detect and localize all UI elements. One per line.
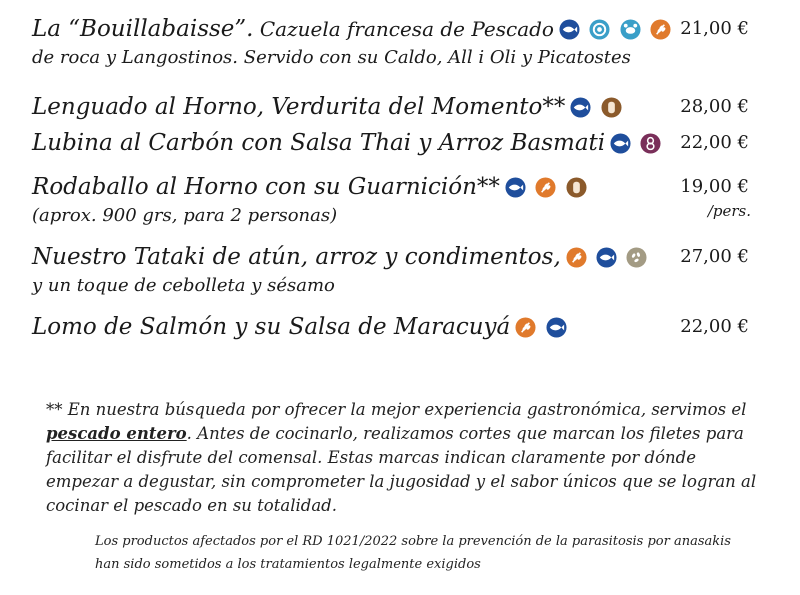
gluten-icon xyxy=(515,317,536,338)
dish-name: Lubina al Carbón con Salsa Thai y Arroz Basmati xyxy=(32,130,606,156)
menu-item-salmon xyxy=(32,312,777,343)
dish-description: Cazuela francesa de Pescado xyxy=(253,17,554,41)
dish-description-line2: de roca y Langostinos. Servido con su Caldo, All i Oli y Picatostes xyxy=(32,47,631,68)
allergen-icons xyxy=(569,93,622,123)
crustacean-icon xyxy=(620,19,641,40)
fish-icon xyxy=(559,19,580,40)
dish-name: La “Bouillabaisse”. xyxy=(32,16,254,42)
footnote-prefix: ** En nuestra búsqueda por ofrecer la mejor experiencia gastronómica, servimos el xyxy=(46,400,747,419)
menu-item-lubina xyxy=(32,128,777,159)
dish-price: 19,00 € xyxy=(680,176,749,197)
dish-name: Lomo de Salmón y su Salsa de Maracuyá xyxy=(32,314,511,340)
menu-item-bouillabaisse xyxy=(32,14,777,71)
dish-price: 28,00 € xyxy=(680,96,749,117)
footnote-suffix: . Antes de cocinarlo, realizamos cortes que marcan los filetes para facilitar el disfrute del comensal. Estas marcas indican claramente por dónde empezar a degustar, sin comprometer la jugosidad y el sabor únicos que se logran al cocinar el pescado en su totalidad. xyxy=(46,424,757,515)
allergen-icons xyxy=(609,129,662,159)
legal-line-2: han sido sometidos a los tratamientos legalmente exigidos xyxy=(95,557,481,572)
dish-description-line2: y un toque de cebolleta y sésamo xyxy=(32,275,335,296)
dish-price: 21,00 € xyxy=(680,18,749,39)
celery-icon xyxy=(566,177,587,198)
menu-item-lenguado xyxy=(32,92,777,123)
allergen-icons xyxy=(558,15,672,45)
fish-icon xyxy=(546,317,567,338)
dish-price: 22,00 € xyxy=(680,316,749,337)
gluten-icon xyxy=(566,247,587,268)
fish-footnote xyxy=(46,398,768,518)
allergen-icons xyxy=(565,243,649,273)
dish-name: Rodaballo al Horno con su Guarnición** xyxy=(32,174,500,200)
footnote-underlined: pescado entero xyxy=(46,424,187,443)
celery-icon xyxy=(601,97,622,118)
legal-notice xyxy=(95,530,735,576)
gluten-icon xyxy=(650,19,671,40)
dish-price: 27,00 € xyxy=(680,246,749,267)
dish-name: Lenguado al Horno, Verdurita del Momento** xyxy=(32,94,566,120)
allergen-icons xyxy=(504,173,588,203)
fish-icon xyxy=(505,177,526,198)
dish-price: 22,00 € xyxy=(680,132,749,153)
legal-line-1: Los productos afectados por el RD 1021/2022 sobre la prevención de la parasitosis por anasakis xyxy=(95,534,731,549)
menu-item-rodaballo xyxy=(32,172,777,229)
menu-item-tataki xyxy=(32,242,777,299)
fish-icon xyxy=(610,133,631,154)
allergen-icons xyxy=(514,313,567,343)
sesame-icon xyxy=(626,247,647,268)
price-per-person: /pers. xyxy=(707,202,751,220)
dish-description-line2: (aprox. 900 grs, para 2 personas) xyxy=(32,205,338,226)
egg-icon xyxy=(640,133,661,154)
dish-name: Nuestro Tataki de atún, arroz y condimentos, xyxy=(32,244,561,270)
fish-icon xyxy=(570,97,591,118)
fish-icon xyxy=(596,247,617,268)
gluten-icon xyxy=(535,177,556,198)
mollusc-icon xyxy=(589,19,610,40)
